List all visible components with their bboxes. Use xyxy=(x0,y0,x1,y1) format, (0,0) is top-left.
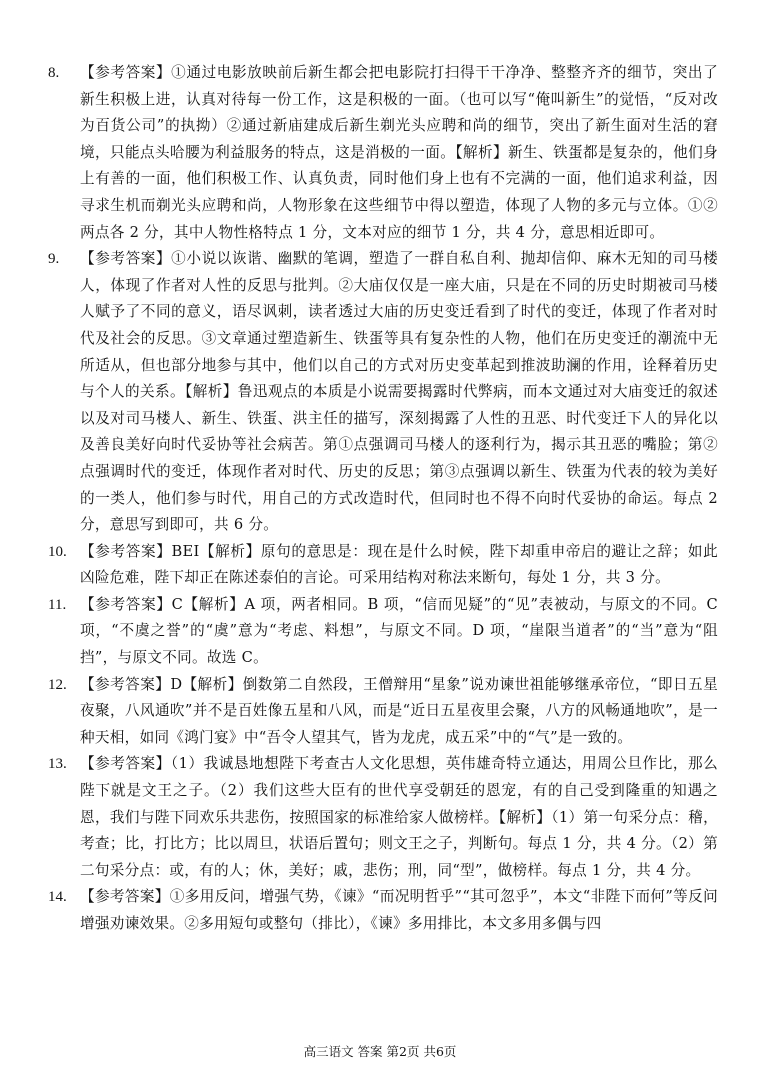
answer-text: 【参考答案】C【解析】A 项，两者相同。B 项，“信而见疑”的“见”表被动，与原文的不同。C 项，“不虞之誉”的“虞”意为“考虑、料想”，与原文不同。D 项，“崖限当道者”的“当”意为“阻挡”，与原文不同。故选 C。 xyxy=(80,595,718,667)
answer-list xyxy=(48,60,718,938)
question-number: 10. xyxy=(48,543,67,560)
answer-text: 【参考答案】①多用反问，增强气势，《谏》“而况明哲乎”“其可忽乎”，本文“非陛下而何”等反问增强劝谏效果。②多用短句或整句（排比），《谏》多用排比，本文多用多偶与四 xyxy=(80,888,718,932)
question-number: 9. xyxy=(48,251,60,268)
answer-text: 【参考答案】①通过电影放映前后新生都会把电影院打扫得干干净净、整整齐齐的细节，突出了新生积极上进，认真对待每一份工作，这是积极的一面。（也可以写“俺叫新生”的觉悟，“反对改为百货公司”的执拗）②通过新庙建成后新生剃光头应聘和尚的细节，突出了新生面对生活的窘境，只能点头哈腰为利益服务的特点，这是消极的一面。【解析】新生、铁蛋都是复杂的，他们身上有善的一面，他们积极工作、认真负责，同时他们身上也有不完满的一面，他们追求利益，因寻求生机而剃光头应聘和尚，人物形象在这些细节中得以塑造，体现了人物的多元与立体。①②两点各 2 分，其中人物性格特点 1 分，文本对应的细节 1 分，共 4 分，意思相近即可。 xyxy=(80,64,718,241)
answer-item-8 xyxy=(48,60,718,246)
answer-item-13 xyxy=(48,751,718,884)
answer-item-12 xyxy=(48,672,718,752)
question-number: 13. xyxy=(48,756,67,773)
answer-item-10 xyxy=(48,539,718,592)
answer-text: 【参考答案】BEI【解析】原句的意思是：现在是什么时候，陛下却重申帝启的避让之辞；如此凶险危难，陛下却正在陈述泰伯的言论。可采用结构对称法来断句，每处 1 分，共 3 分。 xyxy=(80,542,718,587)
question-number: 8. xyxy=(48,65,60,81)
question-number: 12. xyxy=(48,676,67,693)
answer-text: 【参考答案】①小说以诙谐、幽默的笔调，塑造了一群自私自利、抛却信仰、麻木无知的司马楼人，体现了作者对人性的反思与批判。②大庙仅仅是一座大庙，只是在不同的历史时期被司马楼人赋予了不同的意义，语尽讽刺，读者透过大庙的历史变迁看到了时代的变迁，体现了作者对时代及社会的反思。③文章通过塑造新生、铁蛋等具有复杂性的人物，他们在历史变迁的潮流中无所适从，但也部分地参与其中，他们以自己的方式对历史变革起到推波助澜的作用，诠释着历史与个人的关系。【解析】鲁迅观点的本质是小说需要揭露时代弊病，而本文通过对大庙变迁的叙述以及对司马楼人、新生、铁蛋、洪主任的描写，深刻揭露了人性的丑恶、时代变迁下人的异化以及善良美好向时代妥协等社会病苦。第①点强调司马楼人的逐利行为，揭示其丑恶的嘴脸；第②点强调时代的变迁，体现作者对时代、历史的反思；第③点强调以新生、铁蛋为代表的较为美好的一类人，他们参与时代，用自己的方式改造时代，但同时也不得不向时代妥协的命运。每点 2 分，意思写到即可，共 6 分。 xyxy=(80,250,718,534)
question-number: 11. xyxy=(48,596,67,613)
answer-item-11 xyxy=(48,592,718,672)
question-number: 14. xyxy=(48,889,67,906)
answer-text: 【参考答案】（1）我诚恳地想陛下考查古人文化思想，英伟雄奇特立通达，用周公旦作比，那么陛下就是文王之子。（2）我们这些大臣有的世代享受朝廷的恩宠，有的自己受到隆重的知遇之恩，我们与陛下同欢乐共悲伤，按照国家的标准给家人做榜样。【解析】（1）第一句采分点：稽，考查；比，打比方；比以周旦，状语后置句；则文王之子，判断句。每点 1 分，共 4 分。（2）第二句采分点：或，有的人；休，美好；戚，悲伤；刑，同“型”，做榜样。每点 1 分，共 4 分。 xyxy=(80,755,718,879)
answer-item-9 xyxy=(48,246,718,539)
page-footer: 高三语文 答案 第2页 共6页 xyxy=(303,1044,457,1059)
answer-item-14 xyxy=(48,884,718,937)
answer-text: 【参考答案】D【解析】倒数第二自然段，王僧辩用“星象”说劝谏世祖能够继承帝位，“即日五星夜聚，八风通吹”并不是百姓像五星和八风，而是“近日五星夜里会聚，八方的风畅通地吹”，是一种天相，如同《鸿门宴》中“吾令人望其气，皆为龙虎，成五采”中的“气”是一致的。 xyxy=(80,675,718,746)
